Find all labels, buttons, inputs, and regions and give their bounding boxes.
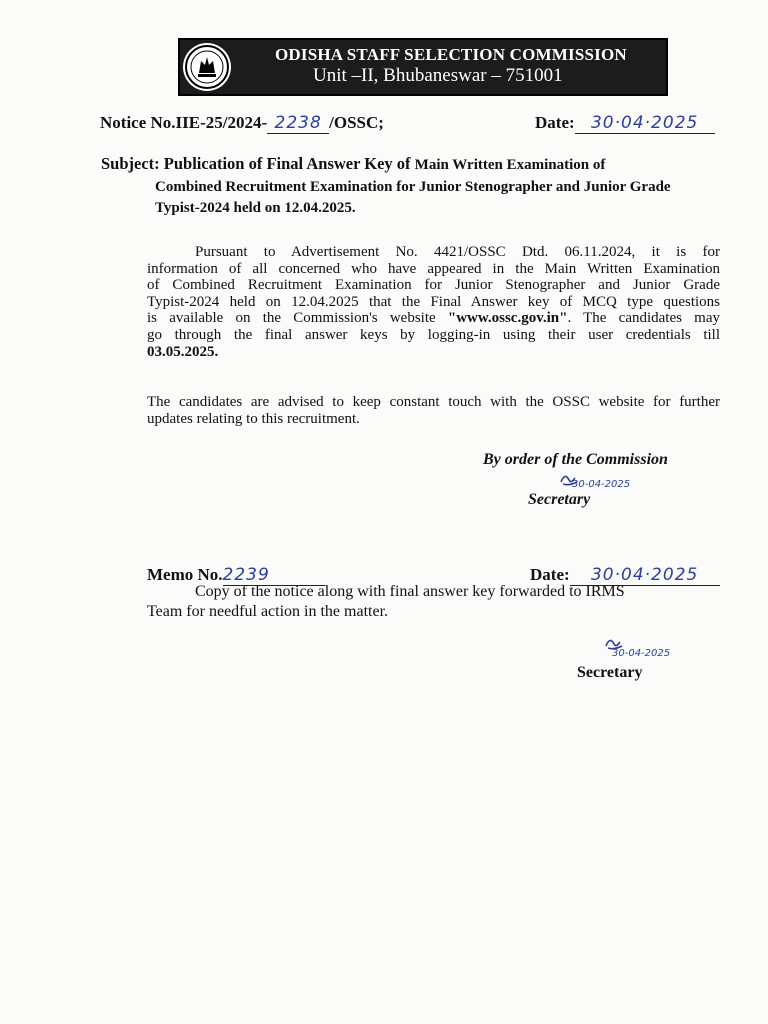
signature-date: 30-04-2025 (572, 479, 631, 490)
notice-handwritten-number: 2238 (267, 113, 329, 134)
deadline-date: 03.05.2025. (147, 343, 219, 360)
paragraph-line: go through the final answer keys by logging-in using their user credentials till (147, 326, 720, 343)
memo-secretary-title: Secretary (577, 664, 643, 681)
organization-name: ODISHA STAFF SELECTION COMMISSION (275, 45, 627, 64)
paragraph-line: Typist-2024 held on 12.04.2025 that the Final Answer key of MCQ type questions (147, 293, 720, 310)
subject-label: Subject: Publication of Final Answer Key of (101, 154, 411, 173)
notice-number (100, 113, 384, 134)
letterhead-banner (178, 38, 668, 96)
memo-date-label: Date: (530, 565, 570, 584)
notice-date (535, 113, 715, 134)
paragraph-text: . The candidates may (567, 310, 720, 327)
paragraph-line: updates relating to this recruitment. (147, 410, 360, 427)
body-paragraph-1 (147, 244, 720, 360)
notice-handwritten-date: 30·04·2025 (575, 113, 715, 134)
paragraph-line: information of all concerned who have appeared in the Main Written Examination (147, 260, 720, 277)
memo-copy-line-1: Copy of the notice along with final answer key forwarded to IRMS (195, 583, 625, 600)
notice-prefix: Notice No.IIE-25/2024- (100, 113, 268, 132)
notice-date-label: Date: (535, 113, 575, 132)
subject-line-1 (101, 154, 723, 174)
subject-line-3: Typist-2024 held on 12.04.2025. (155, 200, 356, 216)
subject-line-2: Combined Recruitment Examination for Junior Stenographer and Junior Grade (155, 179, 671, 195)
memo-handwritten-number: 2239 (223, 565, 325, 586)
order-of-commission: By order of the Commission (483, 451, 668, 468)
paragraph-line: Pursuant to Advertisement No. 4421/OSSC Dtd. 06.11.2024, it is for (195, 244, 720, 260)
body-paragraph-2 (147, 394, 720, 427)
emblem-icon (183, 43, 231, 91)
website-link: "www.ossc.gov.in" (447, 310, 568, 327)
paragraph-text: is available on the Commission's website (147, 310, 448, 327)
paragraph-line (147, 310, 720, 327)
memo-label: Memo No. (147, 565, 223, 584)
paragraph-line: The candidates are advised to keep constant touch with the OSSC website for further (147, 394, 720, 410)
memo-copy-line-2: Team for needful action in the matter. (147, 603, 389, 620)
paragraph-line: of Combined Recruitment Examination for Junior Stenographer and Junior Grade (147, 277, 720, 294)
memo-handwritten-date: 30·04·2025 (570, 565, 720, 586)
notice-suffix: /OSSC; (329, 113, 384, 132)
organization-address: Unit –II, Bhubaneswar – 751001 (313, 65, 563, 86)
secretary-title: Secretary (528, 491, 591, 508)
memo-signature-date: 30-04-2025 (612, 648, 671, 659)
subject-line-1-rest: Main Written Examination of (414, 157, 606, 173)
